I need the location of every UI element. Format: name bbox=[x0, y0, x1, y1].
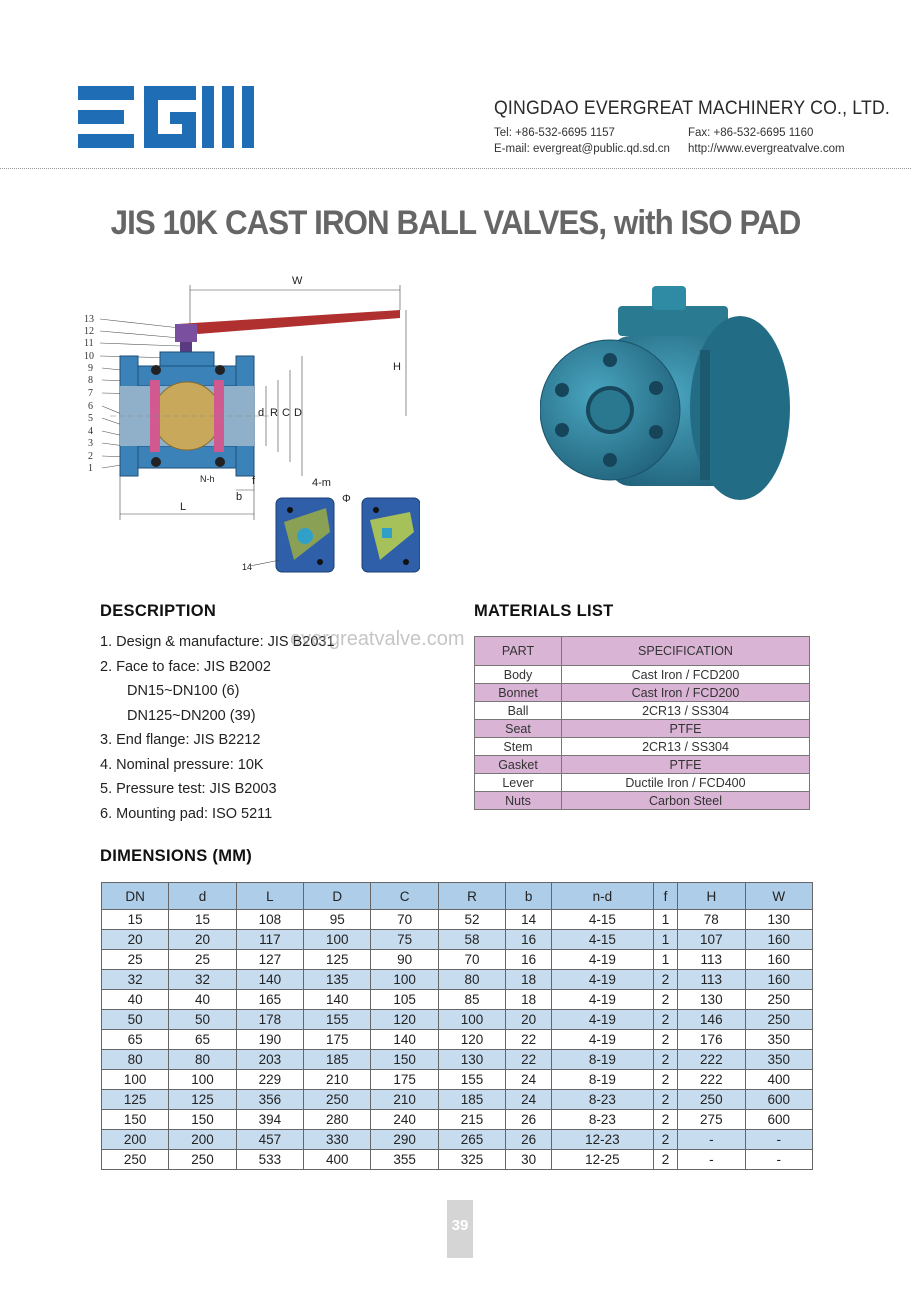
materials-row bbox=[475, 720, 810, 738]
part-label: 7 bbox=[88, 388, 93, 399]
table-cell: 250 bbox=[102, 1150, 169, 1170]
table-cell: 356 bbox=[236, 1090, 303, 1110]
table-cell: 210 bbox=[304, 1070, 371, 1090]
table-cell: 600 bbox=[745, 1090, 813, 1110]
table-cell: 20 bbox=[506, 1010, 552, 1030]
table-cell: 80 bbox=[169, 1050, 236, 1070]
table-cell: - bbox=[745, 1150, 813, 1170]
material-part: Nuts bbox=[475, 792, 562, 810]
materials-heading: MATERIALS LIST bbox=[474, 602, 614, 620]
table-cell: 52 bbox=[438, 910, 505, 930]
table-cell: 140 bbox=[371, 1030, 438, 1050]
description-item: 5. Pressure test: JIS B2003 bbox=[100, 781, 277, 797]
table-cell: 200 bbox=[169, 1130, 236, 1150]
table-cell: 25 bbox=[169, 950, 236, 970]
materials-row bbox=[475, 792, 810, 810]
table-cell: 22 bbox=[506, 1030, 552, 1050]
table-cell: 78 bbox=[678, 910, 745, 930]
table-cell: 26 bbox=[506, 1110, 552, 1130]
dimensions-col-header: H bbox=[678, 883, 745, 910]
table-cell: 355 bbox=[371, 1150, 438, 1170]
table-cell: 18 bbox=[506, 970, 552, 990]
table-cell: 155 bbox=[304, 1010, 371, 1030]
table-cell: 8-23 bbox=[552, 1110, 654, 1130]
material-spec: Cast Iron / FCD200 bbox=[562, 666, 810, 684]
table-cell: 8-19 bbox=[552, 1050, 654, 1070]
table-cell: 4-19 bbox=[552, 990, 654, 1010]
table-cell: 175 bbox=[371, 1070, 438, 1090]
table-cell: 70 bbox=[371, 910, 438, 930]
table-cell: 2 bbox=[653, 1010, 677, 1030]
material-part: Gasket bbox=[475, 756, 562, 774]
table-cell: 400 bbox=[304, 1150, 371, 1170]
table-row bbox=[102, 1070, 813, 1090]
dim-label-dd: D bbox=[294, 407, 302, 419]
table-cell: 250 bbox=[169, 1150, 236, 1170]
table-cell: 26 bbox=[506, 1130, 552, 1150]
materials-row bbox=[475, 756, 810, 774]
material-spec: PTFE bbox=[562, 756, 810, 774]
table-cell: 24 bbox=[506, 1070, 552, 1090]
material-part: Stem bbox=[475, 738, 562, 756]
part-label: 13 bbox=[84, 314, 94, 325]
part-label: 6 bbox=[88, 401, 93, 412]
table-cell: 146 bbox=[678, 1010, 745, 1030]
table-row bbox=[102, 1030, 813, 1050]
material-spec: Ductile Iron / FCD400 bbox=[562, 774, 810, 792]
material-spec: Cast Iron / FCD200 bbox=[562, 684, 810, 702]
table-row bbox=[102, 950, 813, 970]
table-row bbox=[102, 1010, 813, 1030]
dimensions-col-header: b bbox=[506, 883, 552, 910]
table-cell: 107 bbox=[678, 930, 745, 950]
table-cell: 2 bbox=[653, 970, 677, 990]
table-cell: 8-23 bbox=[552, 1090, 654, 1110]
table-cell: 130 bbox=[678, 990, 745, 1010]
table-cell: 4-15 bbox=[552, 930, 654, 950]
table-cell: 150 bbox=[102, 1110, 169, 1130]
description-item: 2. Face to face: JIS B2002 bbox=[100, 659, 271, 675]
table-cell: 18 bbox=[506, 990, 552, 1010]
table-row bbox=[102, 930, 813, 950]
description-item: 6. Mounting pad: ISO 5211 bbox=[100, 806, 273, 822]
dim-label-d: d bbox=[258, 407, 265, 419]
dimensions-col-header: L bbox=[236, 883, 303, 910]
table-cell: 32 bbox=[102, 970, 169, 990]
table-cell: 2 bbox=[653, 1030, 677, 1050]
part-label: 12 bbox=[84, 326, 94, 337]
table-cell: 533 bbox=[236, 1150, 303, 1170]
table-cell: 400 bbox=[745, 1070, 813, 1090]
company-logo bbox=[78, 86, 256, 148]
table-cell: 2 bbox=[653, 1110, 677, 1130]
description-item: 3. End flange: JIS B2212 bbox=[100, 732, 261, 748]
dim-label-l: L bbox=[180, 501, 187, 513]
material-part: Lever bbox=[475, 774, 562, 792]
dimensions-col-header: n-d bbox=[552, 883, 654, 910]
table-cell: 22 bbox=[506, 1050, 552, 1070]
dimensions-header-row bbox=[102, 883, 813, 910]
page-title: JIS 10K CAST IRON BALL VALVES, with ISO PAD bbox=[110, 204, 801, 242]
dimensions-col-header: d bbox=[169, 883, 236, 910]
table-cell: 58 bbox=[438, 930, 505, 950]
table-cell: 2 bbox=[653, 1090, 677, 1110]
table-cell: - bbox=[678, 1150, 745, 1170]
table-cell: 130 bbox=[438, 1050, 505, 1070]
table-cell: 4-19 bbox=[552, 1030, 654, 1050]
table-cell: 125 bbox=[169, 1090, 236, 1110]
dim-label-f: f bbox=[252, 475, 256, 487]
table-row bbox=[102, 990, 813, 1010]
description-item: 4. Nominal pressure: 10K bbox=[100, 757, 264, 773]
table-cell: 150 bbox=[169, 1110, 236, 1130]
table-cell: 4-19 bbox=[552, 1010, 654, 1030]
dimensions-col-header: D bbox=[304, 883, 371, 910]
table-cell: 250 bbox=[745, 990, 813, 1010]
table-cell: 350 bbox=[745, 1050, 813, 1070]
part-label: 3 bbox=[88, 438, 93, 449]
table-cell: 32 bbox=[169, 970, 236, 990]
materials-header-row bbox=[475, 637, 810, 666]
dimensions-heading: DIMENSIONS (MM) bbox=[100, 847, 253, 865]
table-row bbox=[102, 1090, 813, 1110]
company-info bbox=[494, 98, 911, 120]
material-spec: PTFE bbox=[562, 720, 810, 738]
watermark-text: evergreatvalve.com bbox=[290, 628, 465, 650]
dim-label-nh: N-h bbox=[200, 474, 215, 484]
table-cell: 394 bbox=[236, 1110, 303, 1130]
table-cell: 108 bbox=[236, 910, 303, 930]
material-part: Ball bbox=[475, 702, 562, 720]
materials-row bbox=[475, 738, 810, 756]
table-cell: 175 bbox=[304, 1030, 371, 1050]
table-cell: 2 bbox=[653, 990, 677, 1010]
materials-row bbox=[475, 666, 810, 684]
table-cell: 100 bbox=[371, 970, 438, 990]
valve-product-photo bbox=[540, 280, 800, 540]
table-cell: 2 bbox=[653, 1050, 677, 1070]
materials-row bbox=[475, 702, 810, 720]
dim-label-b: b bbox=[236, 491, 243, 503]
company-name: QINGDAO EVERGREAT MACHINERY CO., LTD. bbox=[494, 98, 891, 119]
table-cell: 125 bbox=[304, 950, 371, 970]
table-cell: 4-19 bbox=[552, 950, 654, 970]
table-cell: 222 bbox=[678, 1050, 745, 1070]
table-cell: 140 bbox=[304, 990, 371, 1010]
part-label: 5 bbox=[88, 413, 93, 424]
table-cell: 8-19 bbox=[552, 1070, 654, 1090]
table-cell: 14 bbox=[506, 910, 552, 930]
part-label: 11 bbox=[84, 338, 94, 349]
page-number: 39 bbox=[447, 1200, 473, 1258]
table-cell: 160 bbox=[745, 930, 813, 950]
company-email: E-mail: evergreat@public.qd.sd.cn bbox=[494, 143, 670, 155]
table-cell: 65 bbox=[102, 1030, 169, 1050]
part-label: 1 bbox=[88, 463, 93, 474]
dimensions-col-header: DN bbox=[102, 883, 169, 910]
table-cell: 4-19 bbox=[552, 970, 654, 990]
table-cell: 2 bbox=[653, 1150, 677, 1170]
materials-col-header: SPECIFICATION bbox=[562, 637, 810, 666]
table-cell: 15 bbox=[102, 910, 169, 930]
table-cell: 100 bbox=[438, 1010, 505, 1030]
part-label: 9 bbox=[88, 363, 93, 374]
table-cell: 65 bbox=[169, 1030, 236, 1050]
material-spec: 2CR13 / SS304 bbox=[562, 702, 810, 720]
table-cell: 185 bbox=[304, 1050, 371, 1070]
company-fax: Fax: +86-532-6695 1160 bbox=[688, 127, 814, 139]
dim-label-r: R bbox=[270, 407, 278, 419]
table-cell: 165 bbox=[236, 990, 303, 1010]
material-spec: Carbon Steel bbox=[562, 792, 810, 810]
table-cell: 70 bbox=[438, 950, 505, 970]
table-row bbox=[102, 1110, 813, 1130]
header-divider bbox=[0, 168, 911, 169]
table-cell: 40 bbox=[169, 990, 236, 1010]
part-label: 4 bbox=[88, 426, 93, 437]
material-part: Body bbox=[475, 666, 562, 684]
table-cell: 100 bbox=[169, 1070, 236, 1090]
table-cell: 20 bbox=[102, 930, 169, 950]
description-item: DN125~DN200 (39) bbox=[127, 708, 256, 724]
table-cell: 140 bbox=[236, 970, 303, 990]
table-cell: 200 bbox=[102, 1130, 169, 1150]
table-cell: 40 bbox=[102, 990, 169, 1010]
table-cell: 100 bbox=[102, 1070, 169, 1090]
dimensions-table bbox=[101, 882, 813, 1170]
valve-section-drawing bbox=[80, 270, 420, 580]
table-cell: 80 bbox=[102, 1050, 169, 1070]
table-cell: 290 bbox=[371, 1130, 438, 1150]
table-cell: 280 bbox=[304, 1110, 371, 1130]
company-tel: Tel: +86-532-6695 1157 bbox=[494, 127, 615, 139]
material-part: Bonnet bbox=[475, 684, 562, 702]
table-cell: 350 bbox=[745, 1030, 813, 1050]
materials-row bbox=[475, 684, 810, 702]
dim-label-m: 4-m bbox=[312, 477, 331, 489]
table-cell: 210 bbox=[371, 1090, 438, 1110]
part-label: 8 bbox=[88, 375, 93, 386]
table-cell: 113 bbox=[678, 950, 745, 970]
table-cell: 185 bbox=[438, 1090, 505, 1110]
materials-table bbox=[474, 636, 810, 810]
table-cell: 203 bbox=[236, 1050, 303, 1070]
dim-label-w: W bbox=[292, 275, 303, 287]
table-cell: 2 bbox=[653, 1070, 677, 1090]
table-cell: 4-15 bbox=[552, 910, 654, 930]
table-cell: 50 bbox=[169, 1010, 236, 1030]
table-cell: 1 bbox=[653, 910, 677, 930]
company-website: http://www.evergreatvalve.com bbox=[688, 143, 845, 155]
table-cell: 457 bbox=[236, 1130, 303, 1150]
table-row bbox=[102, 1050, 813, 1070]
table-cell: 12-23 bbox=[552, 1130, 654, 1150]
table-cell: 90 bbox=[371, 950, 438, 970]
table-cell: 120 bbox=[438, 1030, 505, 1050]
description-heading: DESCRIPTION bbox=[100, 602, 217, 620]
table-cell: 265 bbox=[438, 1130, 505, 1150]
table-row bbox=[102, 1150, 813, 1170]
table-cell: - bbox=[745, 1130, 813, 1150]
table-cell: 222 bbox=[678, 1070, 745, 1090]
material-spec: 2CR13 / SS304 bbox=[562, 738, 810, 756]
table-cell: 325 bbox=[438, 1150, 505, 1170]
dim-label-phi: Φ bbox=[342, 493, 351, 505]
table-cell: 250 bbox=[304, 1090, 371, 1110]
table-cell: 1 bbox=[653, 950, 677, 970]
table-cell: 160 bbox=[745, 950, 813, 970]
dimensions-col-header: W bbox=[745, 883, 813, 910]
table-cell: 250 bbox=[678, 1090, 745, 1110]
dimensions-col-header: C bbox=[371, 883, 438, 910]
table-cell: 105 bbox=[371, 990, 438, 1010]
table-cell: 80 bbox=[438, 970, 505, 990]
table-row bbox=[102, 1130, 813, 1150]
materials-col-header: PART bbox=[475, 637, 562, 666]
table-row bbox=[102, 910, 813, 930]
dimensions-col-header: R bbox=[438, 883, 505, 910]
table-cell: 250 bbox=[745, 1010, 813, 1030]
table-cell: 150 bbox=[371, 1050, 438, 1070]
dim-label-h: H bbox=[393, 361, 401, 373]
table-row bbox=[102, 970, 813, 990]
table-cell: 2 bbox=[653, 1130, 677, 1150]
table-cell: 117 bbox=[236, 930, 303, 950]
table-cell: 135 bbox=[304, 970, 371, 990]
table-cell: 120 bbox=[371, 1010, 438, 1030]
table-cell: 178 bbox=[236, 1010, 303, 1030]
table-cell: - bbox=[678, 1130, 745, 1150]
table-cell: 113 bbox=[678, 970, 745, 990]
table-cell: 130 bbox=[745, 910, 813, 930]
dim-label-c: C bbox=[282, 407, 290, 419]
table-cell: 155 bbox=[438, 1070, 505, 1090]
table-cell: 1 bbox=[653, 930, 677, 950]
table-cell: 85 bbox=[438, 990, 505, 1010]
dimensions-col-header: f bbox=[653, 883, 677, 910]
material-part: Seat bbox=[475, 720, 562, 738]
table-cell: 176 bbox=[678, 1030, 745, 1050]
table-cell: 12-25 bbox=[552, 1150, 654, 1170]
table-cell: 75 bbox=[371, 930, 438, 950]
dim-label-14: 14 bbox=[242, 562, 253, 572]
table-cell: 160 bbox=[745, 970, 813, 990]
table-cell: 24 bbox=[506, 1090, 552, 1110]
description-item: DN15~DN100 (6) bbox=[127, 683, 240, 699]
table-cell: 50 bbox=[102, 1010, 169, 1030]
table-cell: 190 bbox=[236, 1030, 303, 1050]
table-cell: 20 bbox=[169, 930, 236, 950]
table-cell: 127 bbox=[236, 950, 303, 970]
table-cell: 16 bbox=[506, 950, 552, 970]
table-cell: 100 bbox=[304, 930, 371, 950]
materials-row bbox=[475, 774, 810, 792]
table-cell: 30 bbox=[506, 1150, 552, 1170]
table-cell: 215 bbox=[438, 1110, 505, 1130]
table-cell: 330 bbox=[304, 1130, 371, 1150]
table-cell: 15 bbox=[169, 910, 236, 930]
table-cell: 25 bbox=[102, 950, 169, 970]
table-cell: 125 bbox=[102, 1090, 169, 1110]
table-cell: 95 bbox=[304, 910, 371, 930]
description-item: 1. Design & manufacture: JIS B2031 bbox=[100, 634, 335, 650]
part-label: 10 bbox=[84, 351, 94, 362]
table-cell: 16 bbox=[506, 930, 552, 950]
table-cell: 600 bbox=[745, 1110, 813, 1130]
part-label: 2 bbox=[88, 451, 93, 462]
table-cell: 229 bbox=[236, 1070, 303, 1090]
table-cell: 240 bbox=[371, 1110, 438, 1130]
table-cell: 275 bbox=[678, 1110, 745, 1130]
